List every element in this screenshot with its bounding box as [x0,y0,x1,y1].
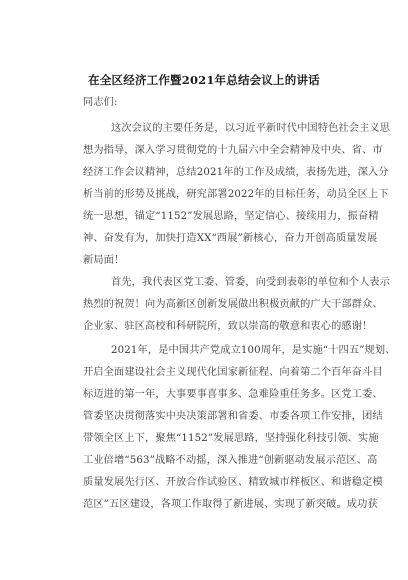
paragraph-1-line-3: 经济工作会议精神，总结2021年的工作及成绩，表扬先进，深入分 [83,167,389,178]
paragraph-1-line-4: 析当前的形势及挑战，研究部署2022年的目标任务，动员全区上下 [83,189,389,200]
document-title: 在全区经济工作暨2021年总结会议上的讲话 [88,73,320,87]
paragraph-3-line-6: 工业倍增“563”战略不动摇，深入推进“创新驱动发展示范区、高 [83,455,378,466]
paragraph-1-line-7: 新局面！ [83,255,125,266]
paragraph-2-line-2: 热烈的祝贺！向为高新区创新发展做出积极贡献的广大干部群众、 [83,299,383,310]
paragraph-3-line-5: 带领全区上下，聚焦“1152”发展思路，坚持强化科技引领、实施 [83,433,379,444]
paragraph-3-line-3: 标迈进的第一年，大事要事喜事多、急难险重任务多。区党工委、 [83,389,383,400]
paragraph-3-line-8: 范区”五区建设，各项工作取得了新进展、实现了新突破。成功获 [83,499,378,510]
paragraph-1-line-1: 这次会议的主要任务是，以习近平新时代中国特色社会主义思 [111,123,391,134]
paragraph-3-line-7: 质量发展先行区、开放合作试验区、精致城市样板区、和谐稳定模 [83,477,383,488]
salutation: 同志们: [83,97,118,108]
paragraph-3-line-1: 2021年，是中国共产党成立100周年，是实施“十四五”规划、 [111,345,396,356]
paragraph-2-line-1: 首先，我代表区党工委、管委，向受到表彰的单位和个人表示 [111,277,391,288]
paragraph-1-line-2: 想为指导，深入学习贯彻党的十九届六中全会精神及中央、省、市 [83,145,383,156]
paragraph-3-line-4: 管委坚决贯彻落实中央决策部署和省委、市委各项工作安排，团结 [83,411,383,422]
paragraph-1-line-6: 神、奋发有为，加快打造XX“西展”新核心，奋力开创高质量发展 [83,233,378,244]
paragraph-3-line-2: 开启全面建设社会主义现代化国家新征程、向着第二个百年奋斗目 [83,367,383,378]
paragraph-2-line-3: 企业家、驻区高校和科研院所，致以崇高的敬意和衷心的感谢！ [83,321,373,332]
paragraph-1-line-5: 统一思想，锚定“1152”发展思路，坚定信心、接续用力，振奋精 [83,211,379,222]
